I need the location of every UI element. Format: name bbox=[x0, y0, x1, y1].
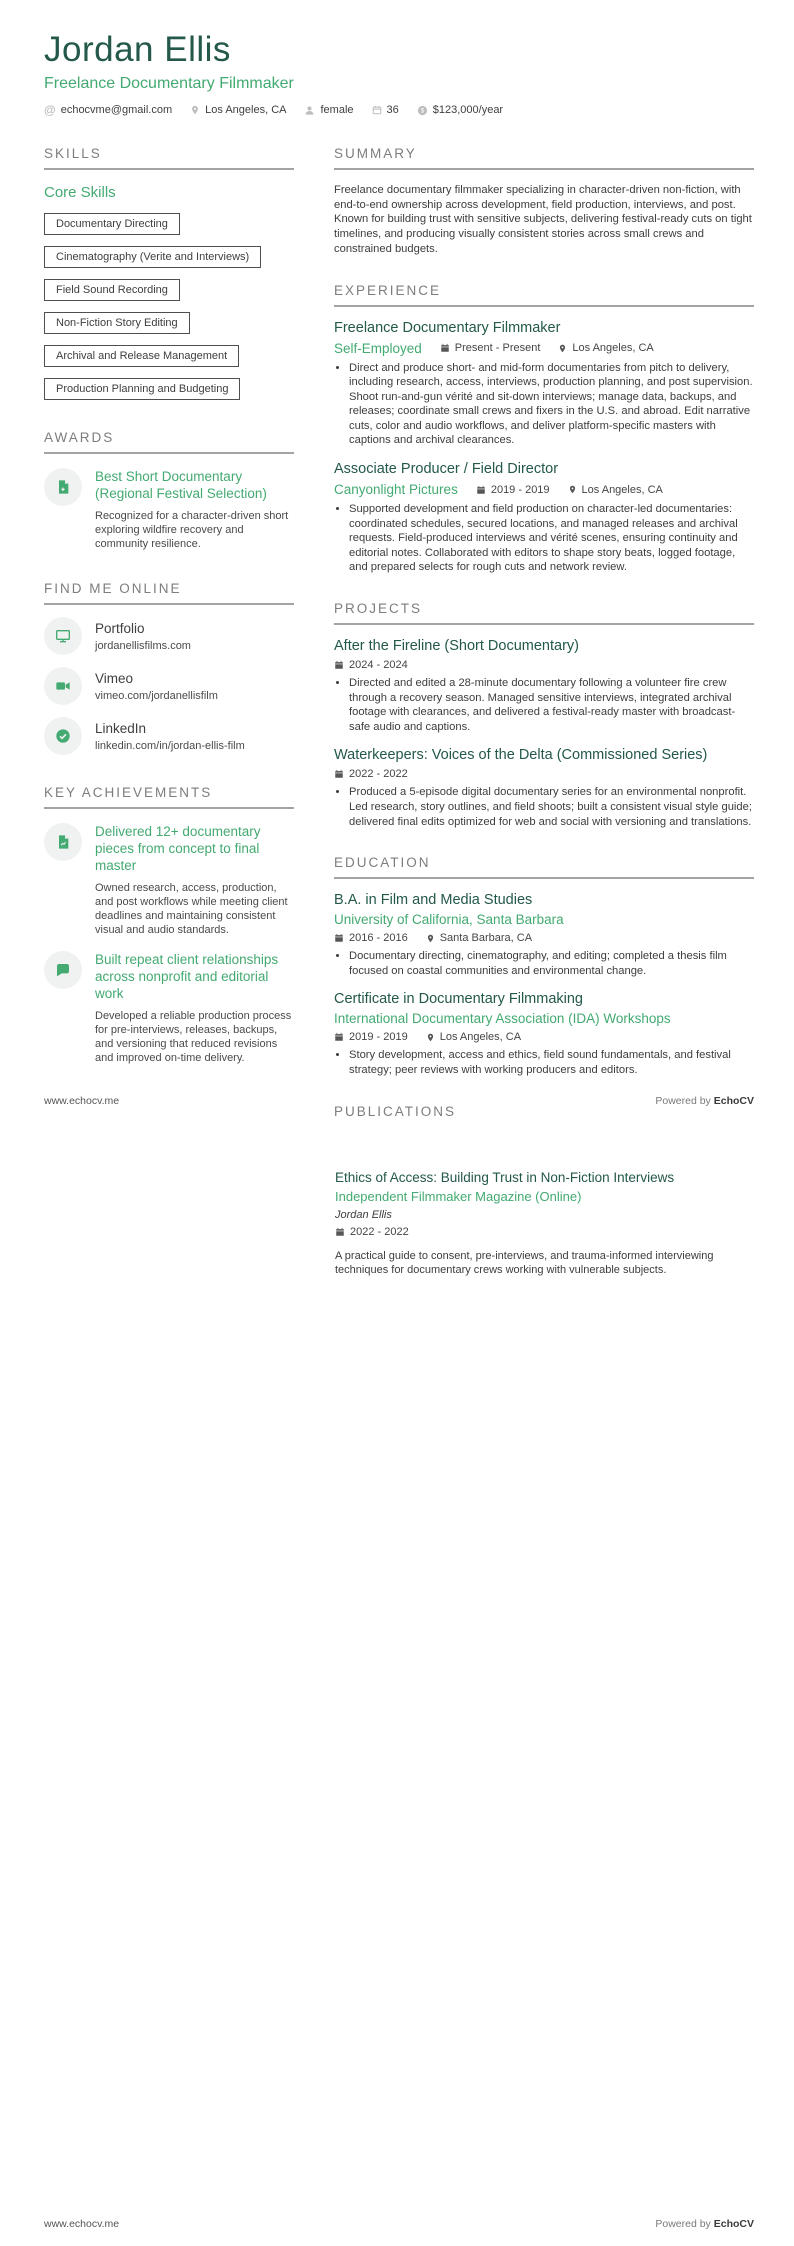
publication-description: A practical guide to consent, pre-interviews, and trauma-informed interviewing techniques for documentary crews working with vulnerable subjects. bbox=[335, 1250, 714, 1276]
key-achievements-section-label: KEY ACHIEVEMENTS bbox=[44, 785, 294, 809]
summary-text: Freelance documentary filmmaker specializing in character-driven non-fiction, with end-to-end ownership across development, field production, interviews, and post. Known for building trust with sensitive subjects, delivering festival-ready cuts on tight timelines, and producing visually consistent stories across small crews and constrained budgets. bbox=[334, 184, 752, 255]
experience-title: Freelance Documentary Filmmaker bbox=[334, 319, 561, 336]
powered-by-prefix: Powered by bbox=[655, 2218, 714, 2230]
online-link-vimeo bbox=[44, 667, 294, 705]
calendar-icon bbox=[334, 933, 344, 943]
portfolio-link-url[interactable]: jordanellisfilms.com bbox=[95, 639, 191, 652]
powered-by bbox=[655, 1095, 754, 1107]
experience-bullets bbox=[334, 361, 754, 449]
monitor-icon bbox=[55, 628, 71, 644]
achievement-icon-circle bbox=[44, 951, 82, 989]
projects-section-label: PROJECTS bbox=[334, 601, 754, 625]
portfolio-link-name: Portfolio bbox=[95, 620, 145, 636]
education-location bbox=[426, 932, 532, 944]
resume-body bbox=[44, 146, 754, 1123]
skills-group-title: Core Skills bbox=[44, 184, 116, 201]
section-education bbox=[334, 855, 754, 1077]
experience-title: Associate Producer / Field Director bbox=[334, 461, 559, 478]
experience-subrow bbox=[334, 341, 754, 356]
project-entry bbox=[334, 747, 754, 829]
achievement-entry bbox=[44, 823, 294, 937]
education-degree: B.A. in Film and Media Studies bbox=[334, 892, 533, 909]
calendar-icon bbox=[372, 105, 382, 115]
section-find-me-online bbox=[44, 581, 294, 755]
achievement-entry-body bbox=[95, 951, 294, 1065]
calendar-icon bbox=[334, 660, 344, 670]
portfolio-icon-circle bbox=[44, 617, 82, 655]
education-dates bbox=[334, 1031, 408, 1043]
svg-text:$: $ bbox=[420, 108, 424, 115]
achievement-entry-body bbox=[95, 823, 294, 937]
awards-section-label: AWARDS bbox=[44, 430, 294, 454]
location-icon bbox=[190, 104, 200, 116]
experience-section-label: EXPERIENCE bbox=[334, 283, 754, 307]
education-bullets bbox=[334, 949, 754, 978]
calendar-icon bbox=[335, 1227, 345, 1237]
echocv-brand[interactable]: EchoCV bbox=[713, 2218, 754, 2230]
skill-tag: Field Sound Recording bbox=[44, 279, 180, 301]
right-column bbox=[334, 146, 754, 1123]
project-entry bbox=[334, 638, 754, 734]
section-key-achievements bbox=[44, 785, 294, 1065]
education-degree: Certificate in Documentary Filmmaking bbox=[334, 991, 583, 1008]
location-icon bbox=[426, 1032, 435, 1043]
online-link-body bbox=[95, 621, 191, 652]
candidate-job-title: Freelance Documentary Filmmaker bbox=[44, 75, 294, 92]
skill-tag: Non-Fiction Story Editing bbox=[44, 312, 190, 334]
resume-page-2 bbox=[0, 1123, 794, 2246]
contact-location-text: Los Angeles, CA bbox=[205, 104, 287, 116]
education-dates-text: 2016 - 2016 bbox=[349, 932, 408, 945]
find-me-online-section-label: FIND ME ONLINE bbox=[44, 581, 294, 605]
publication-dates bbox=[335, 1226, 409, 1238]
contact-gender bbox=[304, 104, 353, 116]
section-summary bbox=[334, 146, 754, 257]
vimeo-link-url[interactable]: vimeo.com/jordanellisfilm bbox=[95, 689, 218, 702]
page-footer bbox=[44, 1095, 754, 1107]
echocv-brand[interactable]: EchoCV bbox=[713, 1095, 754, 1107]
publication-subrow bbox=[335, 1226, 755, 1238]
experience-location-text: Los Angeles, CA bbox=[581, 483, 663, 496]
section-skills bbox=[44, 146, 294, 400]
check-badge-icon bbox=[55, 728, 71, 744]
linkedin-link-name: LinkedIn bbox=[95, 720, 147, 736]
online-link-portfolio bbox=[44, 617, 294, 655]
section-awards bbox=[44, 430, 294, 551]
skill-tag: Documentary Directing bbox=[44, 213, 180, 235]
experience-location bbox=[568, 484, 663, 496]
project-bullets bbox=[334, 785, 754, 829]
experience-subrow bbox=[334, 482, 754, 497]
resume-header bbox=[44, 30, 754, 116]
left-column bbox=[44, 146, 294, 1123]
experience-bullet: • Direct and produce short- and mid-form documentaries from pitch to delivery, including research, access, interviews, production planning, and post supervision. Shoot run-and-gun vérité and sit-down interviews; manage data, backups, and releases; coordinate small crews and fixers in the U.S. and abroad. Edit narrative cuts, color and audio workflows, and deliver platform-specific masters with captions and archival clearances. bbox=[349, 361, 754, 449]
skill-tag: Cinematography (Verite and Interviews) bbox=[44, 246, 261, 268]
location-icon bbox=[568, 484, 577, 495]
award-description: Recognized for a character-driven short exploring wildfire recovery and community resilience. bbox=[95, 510, 289, 550]
document-chart-icon bbox=[55, 834, 71, 850]
education-location-text: Los Angeles, CA bbox=[439, 1031, 522, 1044]
publications-section-label: PUBLICATIONS bbox=[334, 1104, 754, 1123]
experience-bullets bbox=[334, 502, 754, 575]
education-dates-text: 2019 - 2019 bbox=[349, 1031, 408, 1044]
page-footer bbox=[44, 2218, 754, 2230]
publication-entry bbox=[335, 1170, 755, 1277]
education-bullet: • Documentary directing, cinematography, and editing; completed a thesis film focused on coastal communities and environmental change. bbox=[349, 949, 754, 978]
experience-company: Self-Employed bbox=[334, 340, 422, 356]
experience-company: Canyonlight Pictures bbox=[334, 482, 458, 498]
powered-by-prefix: Powered by bbox=[655, 1095, 714, 1107]
project-subrow bbox=[334, 768, 754, 780]
video-camera-icon bbox=[55, 678, 71, 694]
achievement-description: Owned research, access, production, and post workflows while meeting client deadlines and maintaining consistent visual and audio standards. bbox=[95, 882, 288, 936]
contact-email-text: echocvme@gmail.com bbox=[60, 104, 173, 116]
at-icon: @ bbox=[44, 103, 56, 117]
footer-site-link[interactable]: www.echocv.me bbox=[44, 2218, 120, 2230]
contact-email bbox=[44, 104, 172, 116]
summary-section-label: SUMMARY bbox=[334, 146, 754, 170]
calendar-icon bbox=[334, 769, 344, 779]
calendar-icon bbox=[440, 343, 450, 353]
project-dates bbox=[334, 659, 408, 671]
education-dates bbox=[334, 932, 408, 944]
achievement-description: Developed a reliable production process for pre-interviews, releases, backups, and versioning that reduced revisions and improved on-time delivery. bbox=[95, 1010, 292, 1064]
calendar-icon bbox=[334, 1032, 344, 1042]
contact-salary-text: $123,000/year bbox=[432, 104, 504, 116]
linkedin-link-url[interactable]: linkedin.com/in/jordan-ellis-film bbox=[95, 739, 245, 752]
online-link-linkedin bbox=[44, 717, 294, 755]
location-icon bbox=[426, 933, 435, 944]
publication-title: Ethics of Access: Building Trust in Non-Fiction Interviews bbox=[335, 1170, 675, 1185]
project-title: Waterkeepers: Voices of the Delta (Commissioned Series) bbox=[334, 747, 708, 764]
project-dates-text: 2022 - 2022 bbox=[349, 768, 408, 781]
project-dates bbox=[334, 768, 408, 780]
contact-row bbox=[44, 104, 754, 116]
education-school: University of California, Santa Barbara bbox=[334, 912, 564, 928]
award-entry-body bbox=[95, 468, 294, 551]
achievement-title: Built repeat client relationships across nonprofit and editorial work bbox=[95, 952, 279, 1001]
project-title: After the Fireline (Short Documentary) bbox=[334, 638, 579, 655]
project-bullet: • Directed and edited a 28-minute documentary following a volunteer fire crew through a recovery season. Managed sensitive interviews, integrated archival footage with clearances, and delivered a festival-ready master with broadcast-safe audio and captions. bbox=[349, 676, 754, 734]
contact-age-text: 36 bbox=[386, 104, 399, 116]
project-subrow bbox=[334, 659, 754, 671]
person-icon bbox=[304, 105, 315, 116]
education-subrow bbox=[334, 1031, 754, 1043]
skill-tag: Archival and Release Management bbox=[44, 345, 239, 367]
location-icon bbox=[558, 343, 567, 354]
experience-dates bbox=[476, 484, 550, 496]
skills-section-label: SKILLS bbox=[44, 146, 294, 170]
project-dates-text: 2024 - 2024 bbox=[349, 659, 408, 672]
powered-by bbox=[655, 2218, 754, 2230]
experience-location-text: Los Angeles, CA bbox=[572, 342, 654, 355]
contact-salary bbox=[417, 104, 503, 116]
education-bullets bbox=[334, 1048, 754, 1077]
experience-entry bbox=[334, 461, 754, 575]
achievement-icon-circle bbox=[44, 823, 82, 861]
calendar-icon bbox=[476, 485, 486, 495]
speech-bubble-icon bbox=[55, 962, 71, 978]
section-experience bbox=[334, 283, 754, 576]
section-projects bbox=[334, 601, 754, 829]
online-link-body bbox=[95, 671, 218, 702]
award-entry bbox=[44, 468, 294, 551]
online-link-body bbox=[95, 721, 245, 752]
achievement-entry bbox=[44, 951, 294, 1065]
education-entry bbox=[334, 991, 754, 1077]
education-location-text: Santa Barbara, CA bbox=[439, 932, 533, 945]
education-bullet: • Story development, access and ethics, field sound fundamentals, and festival strategy; peer reviews with working producers and editors. bbox=[349, 1048, 754, 1077]
salary-icon bbox=[417, 105, 428, 116]
education-section-label: EDUCATION bbox=[334, 855, 754, 879]
project-bullet: • Produced a 5-episode digital documentary series for an environmental nonprofit. Led research, story outlines, and field shoots; built a consistent visual style guide; delivered final edits optimized for web and social with versioning and translations. bbox=[349, 785, 754, 829]
experience-location bbox=[558, 342, 653, 354]
document-plus-icon bbox=[55, 479, 71, 495]
achievement-title: Delivered 12+ documentary pieces from concept to final master bbox=[95, 824, 261, 873]
candidate-name: Jordan Ellis bbox=[44, 30, 231, 69]
education-subrow bbox=[334, 932, 754, 944]
experience-dates-text: Present - Present bbox=[454, 342, 541, 355]
award-title: Best Short Documentary (Regional Festival Selection) bbox=[95, 469, 267, 501]
contact-age bbox=[372, 104, 399, 116]
contact-location bbox=[190, 104, 286, 116]
footer-site-link[interactable]: www.echocv.me bbox=[44, 1095, 120, 1107]
project-bullets bbox=[334, 676, 754, 734]
contact-gender-text: female bbox=[320, 104, 354, 116]
vimeo-link-name: Vimeo bbox=[95, 670, 134, 686]
vimeo-icon-circle bbox=[44, 667, 82, 705]
education-entry bbox=[334, 892, 754, 978]
experience-bullet: • Supported development and field production on character-led documentaries: coordinated schedules, secured locations, and managed releases and archival requests. Field-produced interviews and vérité scenes, ensuring continuity and editorial notes. Collaborated with editors to shape story beats, logged footage, and prepared selects for rough cuts and network review. bbox=[349, 502, 754, 575]
award-icon-circle bbox=[44, 468, 82, 506]
experience-dates bbox=[440, 342, 541, 354]
skill-tag: Production Planning and Budgeting bbox=[44, 378, 240, 400]
experience-dates-text: 2019 - 2019 bbox=[490, 483, 550, 496]
publication-author: Jordan Ellis bbox=[335, 1209, 392, 1221]
linkedin-icon-circle bbox=[44, 717, 82, 755]
publication-source: Independent Filmmaker Magazine (Online) bbox=[335, 1189, 582, 1204]
education-location bbox=[426, 1031, 521, 1043]
education-school: International Documentary Association (IDA) Workshops bbox=[334, 1011, 671, 1027]
experience-entry bbox=[334, 320, 754, 449]
publication-dates-text: 2022 - 2022 bbox=[350, 1226, 409, 1238]
